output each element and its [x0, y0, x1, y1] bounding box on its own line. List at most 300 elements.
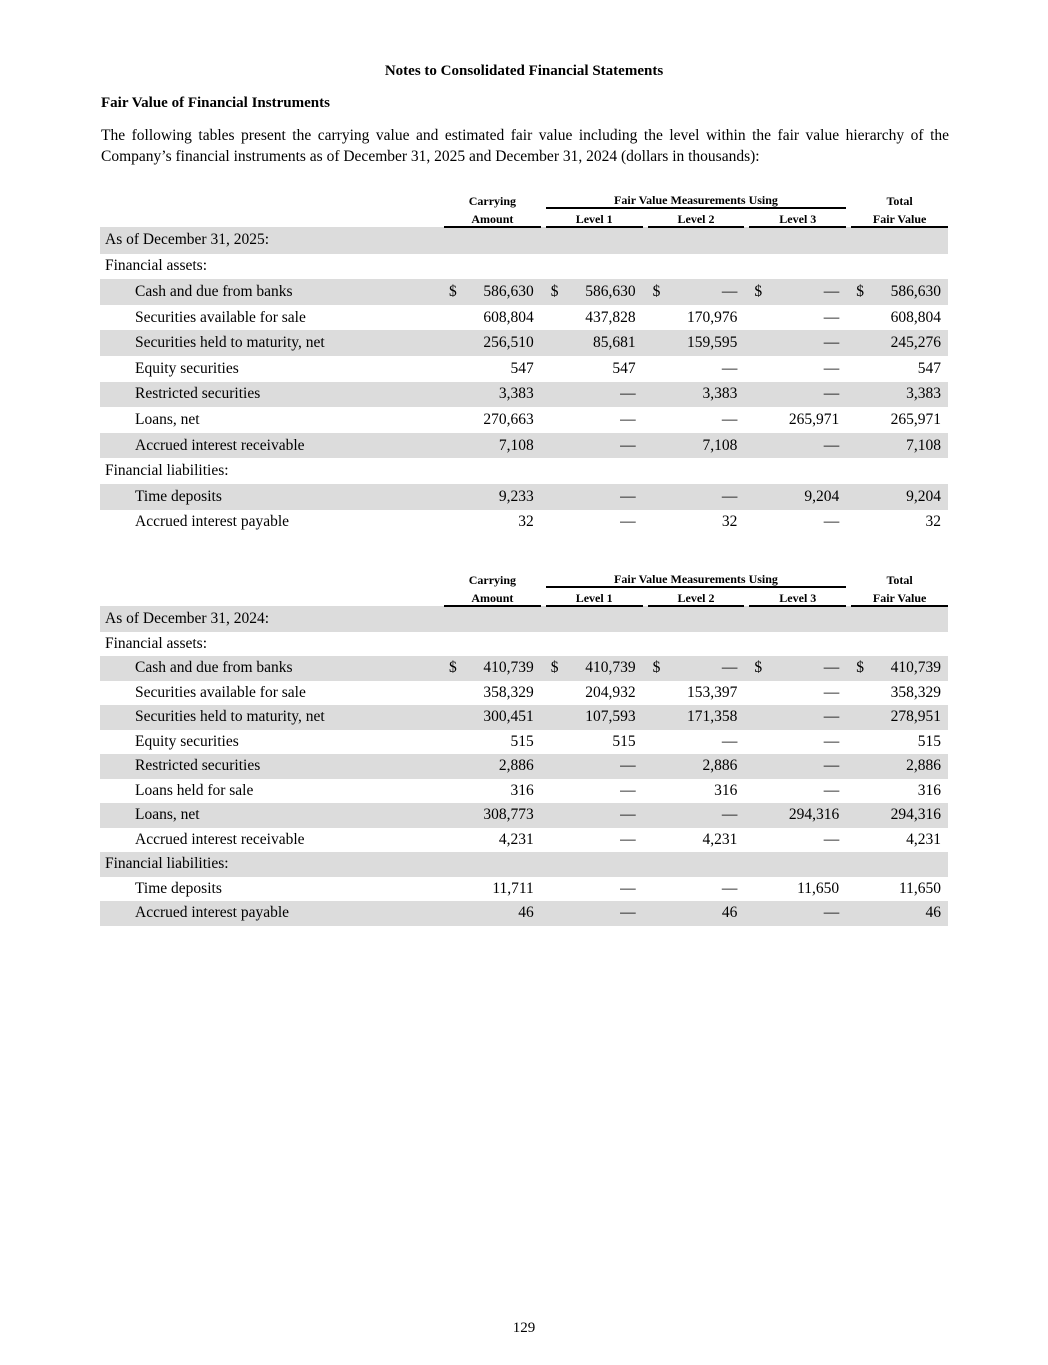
carrying-amount-value: 270,663: [483, 410, 534, 428]
currency-symbol: [851, 330, 876, 356]
currency-symbol: [546, 803, 571, 828]
level-3-value: —: [774, 330, 846, 356]
level-3-value: —: [823, 308, 840, 326]
section-row: [100, 632, 948, 657]
currency-symbol: [444, 382, 469, 408]
currency-symbol: [648, 382, 673, 408]
currency-symbol: [851, 382, 876, 408]
currency-symbol: [444, 330, 469, 356]
level-1-value: [571, 606, 643, 632]
table-row: [100, 828, 948, 853]
level-1-value: 107,593: [571, 705, 643, 730]
carrying-amount-value: 608,804: [483, 308, 534, 326]
table-row: [100, 330, 948, 356]
currency-symbol: [648, 356, 673, 382]
currency-symbol: [851, 803, 876, 828]
header-fair-value-measurements: Fair Value Measurements Using: [546, 193, 846, 208]
row-label: Loans, net: [100, 803, 444, 828]
currency-symbol: [546, 754, 571, 779]
currency-symbol: [444, 705, 469, 730]
currency-symbol: [749, 632, 774, 657]
level-1-value: —: [620, 830, 636, 848]
level-1-value: [571, 458, 643, 484]
page-number: 129: [512, 1320, 536, 1336]
level-2-value: 170,976: [687, 308, 738, 326]
currency-symbol: [648, 510, 673, 536]
level-2-value: —: [721, 879, 738, 897]
level-2-value: 2,886: [673, 754, 745, 779]
level-1-value: —: [620, 781, 636, 799]
total-fair-value-value: 410,739: [876, 656, 948, 681]
currency-symbol: [546, 852, 571, 877]
total-fair-value-value: 265,971: [890, 410, 941, 428]
currency-symbol: [546, 433, 571, 459]
total-fair-value-value: [876, 852, 948, 877]
total-fair-value-value: [876, 632, 948, 657]
level-2-value: —: [673, 803, 745, 828]
table-row: [100, 730, 948, 755]
intro-paragraph: The following tables present the carrying value and estimated fair value including the level within the fair value hierarchy of the Company’s financial instruments as of December 31, 2025 and December 31, 2024 (dollars in thousands):: [101, 127, 949, 165]
level-2-value: —: [721, 732, 738, 750]
currency-symbol: [444, 433, 469, 459]
level-2-value: [673, 606, 745, 632]
section-row: [100, 458, 948, 484]
currency-symbol: [648, 754, 673, 779]
carrying-amount-value: 316: [510, 781, 534, 799]
row-label: Securities held to maturity, net: [100, 330, 444, 356]
currency-symbol: [851, 356, 876, 382]
total-fair-value-value: 4,231: [906, 830, 941, 848]
currency-symbol: [851, 254, 876, 280]
currency-symbol: [648, 484, 673, 510]
level-2-value: [673, 852, 745, 877]
currency-symbol: [648, 877, 673, 902]
level-1-value: —: [571, 803, 643, 828]
currency-symbol: [749, 305, 774, 331]
currency-symbol: [648, 407, 673, 433]
total-fair-value-value: 547: [917, 359, 941, 377]
currency-symbol: [749, 877, 774, 902]
currency-symbol: [444, 779, 469, 804]
currency-symbol: [546, 779, 571, 804]
currency-symbol: $: [546, 656, 571, 681]
currency-symbol: [546, 484, 571, 510]
currency-symbol: $: [444, 656, 469, 681]
row-label: Securities held to maturity, net: [100, 705, 444, 730]
level-3-value: [774, 632, 846, 657]
carrying-amount-value: 300,451: [469, 705, 541, 730]
total-fair-value-value: 2,886: [876, 754, 948, 779]
header-row: [100, 193, 948, 208]
currency-symbol: [749, 901, 774, 926]
table-row: [100, 901, 948, 926]
level-2-value: 4,231: [702, 830, 738, 848]
table-row: [100, 510, 948, 536]
currency-symbol: [444, 606, 469, 632]
currency-symbol: $: [648, 279, 673, 305]
currency-symbol: [749, 705, 774, 730]
total-fair-value-value: [876, 227, 948, 254]
currency-symbol: [546, 828, 571, 853]
currency-symbol: [444, 828, 469, 853]
currency-symbol: [648, 433, 673, 459]
level-2-value: —: [721, 359, 738, 377]
currency-symbol: $: [749, 279, 774, 305]
currency-symbol: [749, 254, 774, 280]
table-row: [100, 484, 948, 510]
table-row: [100, 705, 948, 730]
level-3-value: —: [774, 901, 846, 926]
carrying-amount-value: 410,739: [469, 656, 541, 681]
total-fair-value-value: 608,804: [890, 308, 941, 326]
total-fair-value-value: 316: [917, 781, 941, 799]
currency-symbol: [444, 681, 469, 706]
currency-symbol: [851, 458, 876, 484]
header-row: [100, 572, 948, 587]
currency-symbol: [851, 754, 876, 779]
carrying-amount-value: 2,886: [469, 754, 541, 779]
header-carrying-2: Amount: [444, 208, 541, 227]
level-1-value: 586,630: [571, 279, 643, 305]
carrying-amount-value: 586,630: [469, 279, 541, 305]
carrying-amount-value: 547: [510, 359, 534, 377]
table-row: [100, 279, 948, 305]
currency-symbol: [749, 779, 774, 804]
currency-symbol: [851, 681, 876, 706]
currency-symbol: [851, 305, 876, 331]
section-heading: Fair Value of Financial Instruments: [101, 95, 330, 111]
currency-symbol: [851, 705, 876, 730]
header-level-2: Level 2: [648, 587, 745, 606]
currency-symbol: [749, 227, 774, 254]
table-row: [100, 754, 948, 779]
level-1-value: —: [571, 484, 643, 510]
level-3-value: 294,316: [774, 803, 846, 828]
currency-symbol: [648, 606, 673, 632]
row-label: Loans, net: [135, 410, 200, 428]
level-3-value: —: [823, 683, 840, 701]
row-label: Financial assets:: [105, 257, 208, 275]
total-fair-value-value: [876, 458, 948, 484]
carrying-amount-value: 256,510: [469, 330, 541, 356]
header-total-1: Total: [886, 194, 913, 208]
currency-symbol: [749, 356, 774, 382]
header-spacer: [100, 587, 444, 606]
level-1-value: [571, 632, 643, 657]
currency-symbol: [648, 305, 673, 331]
level-3-value: [774, 852, 846, 877]
currency-symbol: $: [546, 279, 571, 305]
currency-symbol: [546, 227, 571, 254]
currency-symbol: [444, 458, 469, 484]
level-1-value: 85,681: [571, 330, 643, 356]
currency-symbol: [444, 754, 469, 779]
level-1-value: 204,932: [585, 683, 636, 701]
currency-symbol: [444, 407, 469, 433]
level-3-value: 11,650: [797, 879, 840, 897]
currency-symbol: [546, 330, 571, 356]
row-label: Loans held for sale: [135, 781, 254, 799]
level-3-value: [774, 227, 846, 254]
currency-symbol: [851, 632, 876, 657]
table-row: [100, 356, 948, 382]
level-1-value: —: [571, 433, 643, 459]
row-label: Time deposits: [135, 879, 222, 897]
total-fair-value-value: 46: [876, 901, 948, 926]
row-label: Time deposits: [100, 484, 444, 510]
level-3-value: 9,204: [774, 484, 846, 510]
currency-symbol: [749, 458, 774, 484]
currency-symbol: [851, 433, 876, 459]
level-3-value: —: [774, 754, 846, 779]
table-row: [100, 382, 948, 408]
header-spacer: [100, 572, 444, 587]
row-label: Accrued interest receivable: [100, 433, 444, 459]
currency-symbol: $: [749, 656, 774, 681]
currency-symbol: [444, 803, 469, 828]
currency-symbol: [648, 828, 673, 853]
level-1-value: 410,739: [571, 656, 643, 681]
currency-symbol: [444, 901, 469, 926]
currency-symbol: [648, 901, 673, 926]
level-3-value: —: [774, 382, 846, 408]
total-fair-value-value: 515: [917, 732, 941, 750]
currency-symbol: [851, 227, 876, 254]
currency-symbol: [546, 705, 571, 730]
level-3-value: —: [823, 830, 840, 848]
table-row: [100, 779, 948, 804]
currency-symbol: [749, 681, 774, 706]
level-3-value: [774, 606, 846, 632]
currency-symbol: [749, 382, 774, 408]
level-1-value: —: [620, 513, 636, 531]
currency-symbol: [546, 681, 571, 706]
currency-symbol: [749, 407, 774, 433]
row-label: Cash and due from banks: [100, 656, 444, 681]
total-fair-value-value: [876, 606, 948, 632]
header-level-3: Level 3: [749, 587, 846, 606]
level-3-value: 265,971: [788, 410, 840, 428]
currency-symbol: [546, 407, 571, 433]
header-carrying-1: Carrying: [468, 194, 517, 208]
carrying-amount-value: 7,108: [469, 433, 541, 459]
row-label: As of December 31, 2024:: [100, 606, 444, 632]
level-1-value: [571, 254, 643, 280]
carrying-amount-value: 3,383: [469, 382, 541, 408]
total-fair-value-value: 9,204: [876, 484, 948, 510]
currency-symbol: [749, 730, 774, 755]
currency-symbol: [648, 779, 673, 804]
currency-symbol: [648, 227, 673, 254]
level-1-value: —: [620, 410, 636, 428]
level-2-value: —: [673, 484, 745, 510]
level-2-value: 159,595: [673, 330, 745, 356]
carrying-amount-value: 308,773: [469, 803, 541, 828]
level-2-value: 316: [714, 781, 738, 799]
currency-symbol: [444, 632, 469, 657]
currency-symbol: [851, 730, 876, 755]
total-fair-value-value: 586,630: [876, 279, 948, 305]
section-row: [100, 254, 948, 280]
currency-symbol: [444, 877, 469, 902]
level-3-value: —: [823, 732, 840, 750]
header-level-3: Level 3: [749, 208, 846, 227]
row-label: Equity securities: [135, 732, 239, 750]
level-2-value: 153,397: [687, 683, 738, 701]
row-label: Restricted securities: [100, 754, 444, 779]
level-2-value: —: [721, 410, 738, 428]
level-1-value: —: [571, 382, 643, 408]
currency-symbol: [546, 606, 571, 632]
carrying-amount-value: [469, 227, 541, 254]
table-row: [100, 305, 948, 331]
total-fair-value-value: 278,951: [876, 705, 948, 730]
currency-symbol: [444, 254, 469, 280]
level-2-value: —: [673, 656, 745, 681]
currency-symbol: [749, 754, 774, 779]
carrying-amount-value: 9,233: [469, 484, 541, 510]
currency-symbol: [851, 779, 876, 804]
level-3-value: —: [774, 705, 846, 730]
table-row: [100, 803, 948, 828]
currency-symbol: [546, 458, 571, 484]
header-total-2: Fair Value: [851, 587, 948, 606]
currency-symbol: [546, 254, 571, 280]
level-1-value: [571, 852, 643, 877]
total-fair-value-value: 294,316: [876, 803, 948, 828]
section-row: [100, 227, 948, 254]
level-2-value: 3,383: [673, 382, 745, 408]
currency-symbol: $: [444, 279, 469, 305]
section-row: [100, 852, 948, 877]
total-fair-value-value: 32: [925, 513, 941, 531]
header-spacer: [100, 193, 444, 208]
level-1-value: [571, 227, 643, 254]
level-3-value: —: [774, 433, 846, 459]
row-label: Financial liabilities:: [100, 852, 444, 877]
carrying-amount-value: 46: [469, 901, 541, 926]
carrying-amount-value: [469, 852, 541, 877]
currency-symbol: [749, 606, 774, 632]
level-1-value: 547: [612, 359, 636, 377]
level-3-value: —: [823, 513, 840, 531]
carrying-amount-value: [469, 458, 541, 484]
currency-symbol: $: [648, 656, 673, 681]
currency-symbol: [749, 510, 774, 536]
page-title: Notes to Consolidated Financial Statements: [384, 63, 664, 79]
total-fair-value-value: [876, 254, 948, 280]
carrying-amount-value: [469, 632, 541, 657]
carrying-amount-value: 515: [510, 732, 534, 750]
level-2-value: 32: [721, 513, 738, 531]
currency-symbol: [749, 433, 774, 459]
level-3-value: —: [823, 359, 840, 377]
fair-value-table-2025: [100, 193, 948, 535]
header-carrying-2: Amount: [444, 587, 541, 606]
header-fair-value-measurements: Fair Value Measurements Using: [546, 572, 846, 587]
table-row: [100, 407, 948, 433]
level-2-value: 171,358: [673, 705, 745, 730]
total-fair-value-value: 245,276: [876, 330, 948, 356]
level-3-value: —: [774, 279, 846, 305]
currency-symbol: [546, 510, 571, 536]
currency-symbol: [648, 730, 673, 755]
total-fair-value-value: 7,108: [876, 433, 948, 459]
currency-symbol: [648, 705, 673, 730]
header-level-1: Level 1: [546, 208, 643, 227]
currency-symbol: [546, 877, 571, 902]
currency-symbol: [546, 382, 571, 408]
table-row: [100, 433, 948, 459]
header-spacer: [100, 208, 444, 227]
currency-symbol: [444, 227, 469, 254]
currency-symbol: [444, 484, 469, 510]
row-label: Accrued interest payable: [135, 513, 290, 531]
currency-symbol: [546, 730, 571, 755]
currency-symbol: [444, 305, 469, 331]
currency-symbol: [648, 458, 673, 484]
section-row: [100, 606, 948, 632]
currency-symbol: [851, 606, 876, 632]
currency-symbol: $: [851, 656, 876, 681]
header-level-1: Level 1: [546, 587, 643, 606]
currency-symbol: [851, 828, 876, 853]
currency-symbol: [851, 877, 876, 902]
carrying-amount-value: [469, 606, 541, 632]
table-row: [100, 877, 948, 902]
currency-symbol: $: [851, 279, 876, 305]
level-2-value: —: [673, 279, 745, 305]
level-3-value: [774, 458, 846, 484]
carrying-amount-value: [469, 254, 541, 280]
header-total-1: Total: [886, 573, 913, 587]
header-level-2: Level 2: [648, 208, 745, 227]
currency-symbol: [749, 828, 774, 853]
carrying-amount-value: 11,711: [492, 879, 534, 897]
currency-symbol: [851, 510, 876, 536]
header-carrying-1: Carrying: [468, 573, 517, 587]
currency-symbol: [444, 852, 469, 877]
currency-symbol: [546, 356, 571, 382]
level-3-value: [774, 254, 846, 280]
currency-symbol: [648, 803, 673, 828]
row-label: Securities available for sale: [135, 308, 306, 326]
level-2-value: [673, 458, 745, 484]
header-row: [100, 587, 948, 606]
row-label: Accrued interest receivable: [135, 830, 305, 848]
table-row: [100, 681, 948, 706]
currency-symbol: [851, 901, 876, 926]
currency-symbol: [546, 632, 571, 657]
currency-symbol: [648, 681, 673, 706]
header-total-2: Fair Value: [851, 208, 948, 227]
row-label: Equity securities: [135, 359, 239, 377]
row-label: Accrued interest payable: [100, 901, 444, 926]
currency-symbol: [444, 730, 469, 755]
carrying-amount-value: 4,231: [498, 830, 534, 848]
level-1-value: —: [571, 754, 643, 779]
level-2-value: [673, 254, 745, 280]
level-3-value: —: [774, 656, 846, 681]
header-row: [100, 208, 948, 227]
row-label: As of December 31, 2025:: [100, 227, 444, 254]
currency-symbol: [749, 330, 774, 356]
currency-symbol: [749, 852, 774, 877]
row-label: Restricted securities: [100, 382, 444, 408]
row-label: Securities available for sale: [135, 683, 306, 701]
level-1-value: —: [571, 901, 643, 926]
currency-symbol: [749, 803, 774, 828]
